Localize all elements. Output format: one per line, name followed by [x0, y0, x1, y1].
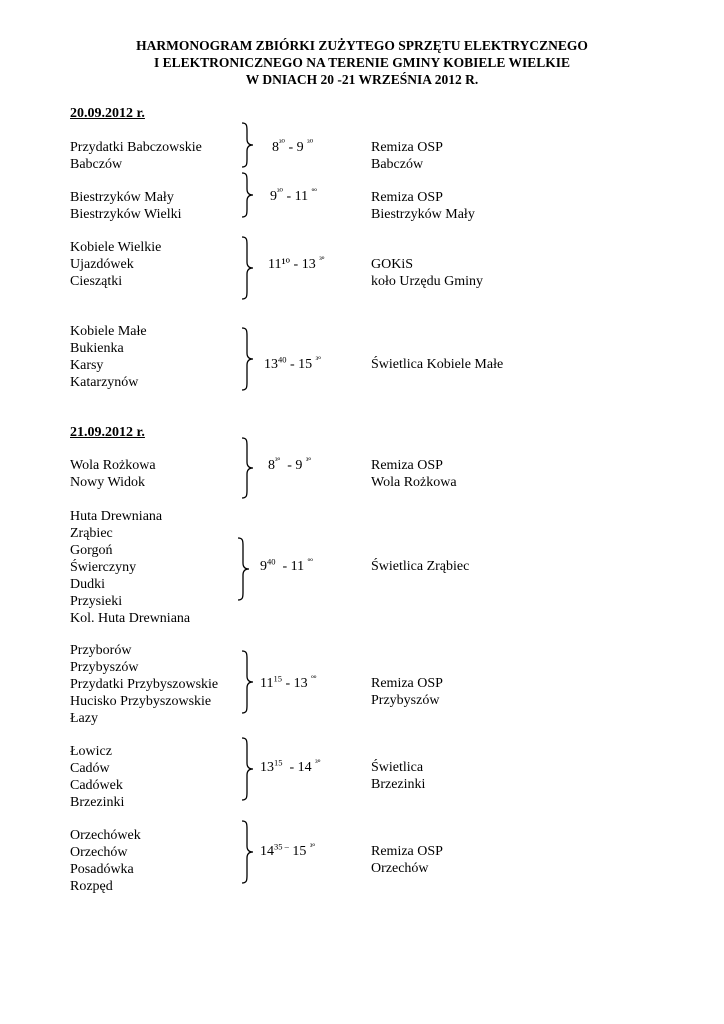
time-separator: - — [280, 458, 296, 473]
village-name: Cadówek — [70, 778, 123, 793]
start-minutes: 35 – — [274, 841, 289, 852]
village-name: Cieszątki — [70, 274, 123, 289]
village-name: Cadów — [70, 761, 110, 776]
brace-icon — [236, 537, 252, 601]
start-minutes: ³⁰ — [277, 186, 283, 197]
collection-place — [371, 675, 443, 709]
start-hour: 13 — [260, 760, 274, 775]
place-line: Przybyszów — [371, 693, 440, 708]
time-separator: - — [284, 140, 297, 155]
end-hour: 9 — [296, 140, 304, 155]
time-separator: - — [281, 676, 294, 691]
brace-icon — [240, 327, 256, 391]
village-name: Łowicz — [70, 744, 112, 759]
brace-icon — [240, 122, 256, 168]
end-hour: 14 — [297, 760, 312, 775]
village-name: Karsy — [70, 358, 104, 373]
brace-icon — [240, 172, 256, 218]
start-minutes: ³⁰ — [279, 137, 285, 148]
collection-place — [371, 356, 503, 373]
village-name: Gorgoń — [70, 543, 113, 558]
brace-icon — [240, 236, 256, 300]
place-line: koło Urzędu Gminy — [371, 274, 483, 289]
village-list — [70, 239, 161, 290]
title-line-2: I ELEKTRONICZNEGO NA TERENIE GMINY KOBIELE WIELKIE — [153, 55, 571, 70]
end-minutes: ºº — [307, 556, 313, 567]
village-list — [70, 743, 124, 811]
collection-time — [260, 556, 313, 575]
village-name: Przyborów — [70, 643, 132, 658]
end-minutes: ³º — [315, 354, 321, 365]
village-name: Kol. Huta Drewniana — [70, 611, 191, 626]
end-hour: 15 — [298, 357, 313, 372]
place-line: Wola Rożkowa — [371, 475, 457, 490]
start-hour: 8 — [268, 458, 275, 473]
village-name: Przydatki Babczowskie — [70, 140, 202, 155]
village-name: Hucisko Przybyszowskie — [70, 694, 212, 709]
place-line: Babczów — [371, 157, 424, 172]
start-hour: 9 — [270, 189, 277, 204]
village-name: Huta Drewniana — [70, 509, 163, 524]
end-minutes: ³º — [315, 757, 321, 768]
collection-place — [371, 843, 443, 877]
village-list — [70, 323, 147, 391]
start-hour: 9 — [260, 559, 267, 574]
place-line: Świetlica — [371, 760, 424, 775]
time-separator: - — [282, 760, 298, 775]
village-name: Przysieki — [70, 594, 123, 609]
village-name: Biestrzyków Mały — [70, 190, 174, 205]
collection-time — [270, 186, 317, 205]
end-hour: 13 — [293, 676, 308, 691]
title-line-3: W DNIACH 20 -21 WRZEŚNIA 2012 R. — [245, 72, 479, 87]
village-name: Brzezinki — [70, 795, 125, 810]
place-line: Świetlica Kobiele Małe — [371, 357, 504, 372]
village-name: Orzechówek — [70, 828, 141, 843]
collection-time — [260, 673, 317, 692]
village-name: Katarzynów — [70, 375, 139, 390]
time-separator: - — [290, 257, 302, 272]
end-minutes: ³º — [319, 254, 325, 265]
collection-time — [272, 137, 314, 156]
village-name: Bukienka — [70, 341, 124, 356]
village-name: Wola Rożkowa — [70, 458, 156, 473]
brace-icon — [240, 650, 256, 714]
end-hour: 15 — [292, 844, 307, 859]
place-line: Orzechów — [371, 861, 429, 876]
place-line: Remiza OSP — [371, 676, 443, 691]
time-separator: - — [275, 559, 291, 574]
place-line: Remiza OSP — [371, 190, 443, 205]
village-list — [70, 457, 156, 491]
village-name: Przydatki Przybyszowskie — [70, 677, 219, 692]
document-title — [0, 37, 724, 88]
end-minutes: ³º — [305, 455, 312, 466]
end-hour: 13 — [301, 257, 316, 272]
village-name: Dudki — [70, 577, 105, 592]
place-line: Biestrzyków Mały — [371, 207, 475, 222]
start-hour: 14 — [260, 844, 274, 859]
village-list — [70, 827, 141, 895]
end-minutes: ºº — [311, 673, 317, 684]
collection-place — [371, 189, 475, 223]
place-line: Remiza OSP — [371, 458, 443, 473]
brace-icon — [240, 737, 256, 801]
start-hour: 11¹º — [268, 257, 291, 272]
start-hour: 8 — [272, 140, 279, 155]
end-hour: 11 — [290, 559, 305, 574]
start-minutes: 15 — [273, 673, 282, 684]
village-name: Biestrzyków Wielki — [70, 207, 182, 222]
end-minutes: ºº — [311, 186, 317, 197]
collection-time — [260, 757, 321, 776]
village-name: Orzechów — [70, 845, 128, 860]
start-minutes: 40 — [278, 354, 287, 365]
village-list — [70, 642, 218, 727]
village-name: Świerczyny — [70, 560, 137, 575]
time-separator: - — [286, 357, 299, 372]
village-list — [70, 139, 202, 173]
village-list — [70, 508, 190, 627]
village-name: Ujazdówek — [70, 257, 134, 272]
date-heading: 21.09.2012 r. — [70, 425, 145, 440]
collection-time — [264, 354, 321, 373]
start-hour: 13 — [264, 357, 278, 372]
collection-place — [371, 457, 457, 491]
collection-place — [371, 558, 469, 575]
end-minutes: ³º — [309, 841, 316, 852]
village-name: Kobiele Małe — [70, 324, 147, 339]
village-name: Nowy Widok — [70, 475, 146, 490]
collection-time — [260, 841, 316, 860]
village-name: Kobiele Wielkie — [70, 240, 162, 255]
place-line: Brzezinki — [371, 777, 426, 792]
collection-place — [371, 139, 443, 173]
end-hour: 9 — [295, 458, 303, 473]
collection-place — [371, 759, 425, 793]
date-heading: 20.09.2012 r. — [70, 106, 145, 121]
place-line: Remiza OSP — [371, 844, 443, 859]
start-minutes: 40 — [267, 556, 276, 567]
title-line-1: HARMONOGRAM ZBIÓRKI ZUŻYTEGO SPRZĘTU ELEKTRYCZNEGO — [136, 38, 588, 53]
village-name: Babczów — [70, 157, 123, 172]
village-name: Przybyszów — [70, 660, 139, 675]
village-name: Posadówka — [70, 862, 134, 877]
village-name: Łazy — [70, 711, 98, 726]
collection-time — [268, 254, 325, 273]
time-separator: - — [282, 189, 295, 204]
end-hour: 11 — [294, 189, 309, 204]
start-hour: 11 — [260, 676, 274, 691]
brace-icon — [240, 437, 256, 499]
village-list — [70, 189, 182, 223]
village-name: Rozpęd — [70, 879, 113, 894]
start-minutes: ³º — [275, 455, 281, 466]
place-line: GOKiS — [371, 257, 414, 272]
end-minutes: ³⁰ — [307, 137, 314, 148]
brace-icon — [240, 820, 256, 884]
place-line: Świetlica Zrąbiec — [371, 559, 470, 574]
place-line: Remiza OSP — [371, 140, 443, 155]
village-name: Zrąbiec — [70, 526, 113, 541]
collection-place — [371, 256, 483, 290]
collection-time — [268, 455, 312, 474]
start-minutes: 15 — [274, 757, 283, 768]
